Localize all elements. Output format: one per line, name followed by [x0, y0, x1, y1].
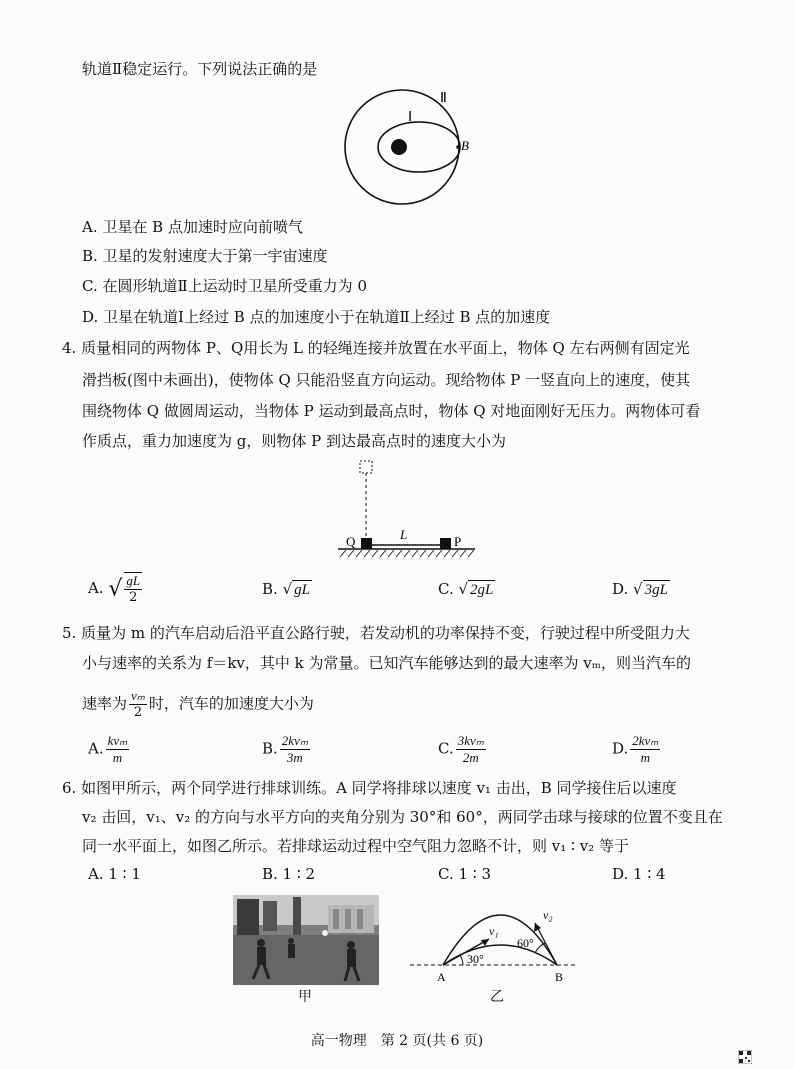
orbit-2-label: Ⅱ	[440, 91, 447, 106]
label-l: L	[400, 527, 408, 542]
q5-option-b: B. $\frac{\text{2kvₘ}}{3m}$	[262, 733, 308, 765]
q3-intro: 轨道Ⅱ稳定运行。下列说法正确的是	[82, 60, 318, 78]
q4-line-3: 围绕物体 Q 做圆周运动，当物体 P 运动到最高点时，物体 Q 对地面刚好无压力。两物体可看	[82, 402, 701, 420]
rope-figure	[330, 456, 480, 560]
label-p: P	[454, 534, 462, 549]
q4-line-2: 滑挡板(图中未画出)，使物体 Q 只能沿竖直方向运动。现给物体 P 一竖直向上的速度，使其	[82, 371, 691, 389]
orbit-1-label: Ⅰ	[408, 110, 413, 125]
trajectory-figure	[405, 895, 580, 990]
trajectory-high	[443, 915, 557, 965]
q4-option-b: B. √ gL	[262, 580, 310, 598]
point-b-label: B	[461, 138, 469, 153]
q5-line-1: 5. 质量为 m 的汽车启动后沿平直公路行驶，若发动机的功率保持不变，行驶过程中所受阻力大	[62, 624, 690, 642]
q5-option-d: D. $\frac{\text{2kvₘ}}{m}$	[612, 733, 659, 765]
block-p	[440, 538, 451, 549]
v2-label: v₂	[543, 908, 553, 922]
q4-option-a: A. √ $\frac{gL}{2}$	[88, 573, 141, 605]
orbit-1-ellipse	[378, 122, 460, 172]
volleyball-photo	[233, 895, 379, 985]
q5-option-a: A. $\frac{\text{kvₘ}}{m}$	[88, 733, 128, 765]
q6-option-a: A. 1 ∶ 1	[88, 865, 141, 883]
q6-line-3: 同一水平面上，如图乙所示。若排球运动过程中空气阻力忽略不计，则 v₁ ∶ v₂ 等于	[82, 837, 629, 855]
q5-line-2: 小与速率的关系为 f＝kv，其中 k 为常量。已知汽车能够达到的最大速率为 vₘ，则当汽车的	[82, 654, 691, 672]
q6-line-2: v₂ 击回，v₁、v₂ 的方向与水平方向的夹角分别为 30°和 60°，两同学击球与接球的位置不变且在	[82, 808, 723, 826]
angle-60-label: 60°	[517, 936, 534, 950]
page-footer: 高一物理 第 2 页(共 6 页)	[310, 1033, 484, 1049]
q6-option-d: D. 1 ∶ 4	[612, 865, 666, 883]
q5-option-c: C. $\frac{\text{3kvₘ}}{2m}$	[438, 733, 484, 765]
fig-jia-caption: 甲	[298, 989, 312, 1005]
q3-option-a: A. 卫星在 B 点加速时应向前喷气	[82, 218, 303, 236]
q4-line-4: 作质点，重力加速度为 g，则物体 P 到达最高点时的速度大小为	[82, 432, 507, 450]
q3-option-b: B. 卫星的发射速度大于第一宇宙速度	[82, 247, 328, 265]
v1-label: v₁	[489, 924, 499, 938]
earth-dot	[391, 139, 407, 155]
fig-yi-caption: 乙	[490, 989, 504, 1005]
point-b2-label: B	[555, 970, 564, 984]
q6-line-1: 6. 如图甲所示，两个同学进行排球训练。A 同学将排球以速度 v₁ 击出，B 同学接住后以速度	[62, 779, 677, 797]
angle-30-label: 30°	[467, 952, 484, 966]
orbit-figure	[340, 88, 490, 206]
q3-option-d: D. 卫星在轨道Ⅰ上经过 B 点的加速度小于在轨道Ⅱ上经过 B 点的加速度	[82, 308, 551, 326]
q5-line-3: 速率为 $\frac{\text{vₘ}}{2}$ 时，汽车的加速度大小为	[82, 688, 314, 720]
ground-hatch	[340, 550, 474, 557]
q4-line-1: 4. 质量相同的两物体 P、Q用长为 L 的轻绳连接并放置在水平面上，物体 Q 左右两侧有固定光	[62, 339, 690, 357]
point-a-label: A	[437, 970, 446, 984]
q3-option-c: C. 在圆形轨道Ⅱ上运动时卫星所受重力为 0	[82, 277, 367, 295]
q4-option-c: C. √ 2gL	[438, 580, 494, 598]
qr-code-icon	[738, 1050, 752, 1064]
q6-option-b: B. 1 ∶ 2	[262, 865, 316, 883]
angle-30-arc	[460, 955, 463, 965]
point-b-dot	[456, 145, 460, 149]
label-q: Q	[346, 534, 356, 549]
block-q	[361, 538, 372, 549]
q6-option-c: C. 1 ∶ 3	[438, 865, 492, 883]
q4-option-d: D. √ 3gL	[612, 580, 668, 598]
top-position-box	[360, 461, 372, 473]
